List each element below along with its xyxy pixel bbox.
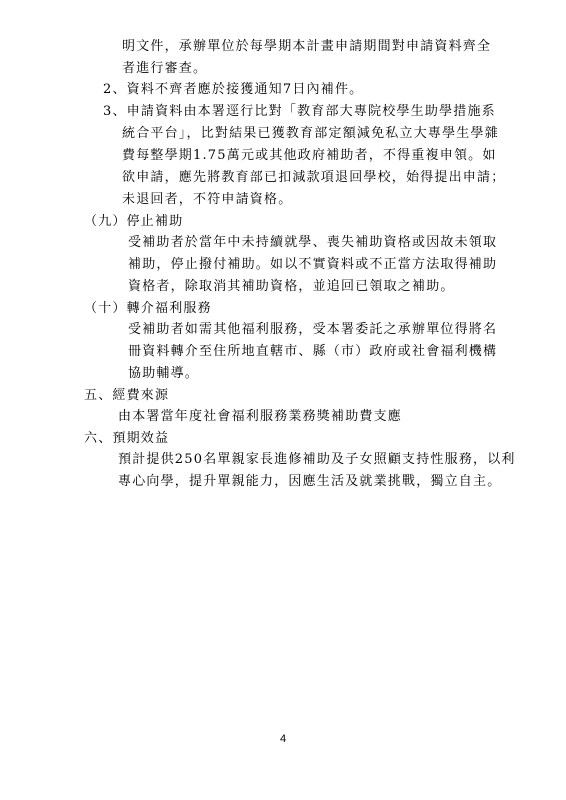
text-line: 預計提供250名單親家長進修補助及子女照顧支持性服務，以利 (118, 452, 516, 467)
section-heading: 五、經費來源 (84, 388, 170, 403)
text-line: 明文件，承辦單位於每學期本計畫申請期間對申請資料齊全 (122, 39, 492, 54)
list-item: 2、資料不齊者應於接獲通知7日內補件。 (103, 82, 364, 97)
text-line: 受補助者於當年中未持續就學、喪失補助資格或因故未領取 (128, 235, 498, 250)
text-line: 協助輔導。 (128, 366, 200, 381)
text-line: 費每整學期1.75萬元或其他政府補助者，不得重複申領。如 (122, 148, 497, 163)
section-heading: （十）轉介福利服務 (84, 301, 212, 316)
text-line: 專心向學，提升單親能力，因應生活及就業挑戰，獨立自主。 (118, 474, 502, 489)
text-line: 冊資料轉介至住所地直轄市、縣（市）政府或社會福利機構 (128, 344, 498, 359)
text-line: 補助，停止撥付補助。如以不實資料或不正當方法取得補助 (128, 257, 498, 272)
section-heading: （九）停止補助 (84, 214, 184, 229)
list-item: 3、申請資料由本署逕行比對「教育部大專院校學生助學措施系 (103, 104, 496, 119)
text-line: 者進行審查。 (122, 61, 208, 76)
text-line: 受補助者如需其他福利服務，受本署委託之承辦單位得將名 (128, 322, 498, 337)
text-line: 欲申請，應先將教育部已扣減款項退回學校，始得提出申請； (122, 170, 506, 185)
text-line: 未退回者，不符申請資格。 (122, 192, 293, 207)
text-line: 統合平台」，比對結果已獲教育部定額減免私立大專學生學雜 (122, 126, 499, 141)
text-line: 由本署當年度社會福利服務業務獎補助費支應 (118, 409, 403, 424)
text-line: 資格者，除取消其補助資格，並追回已領取之補助。 (128, 279, 455, 294)
section-heading: 六、預期效益 (84, 431, 170, 446)
page-number: 4 (279, 733, 287, 745)
